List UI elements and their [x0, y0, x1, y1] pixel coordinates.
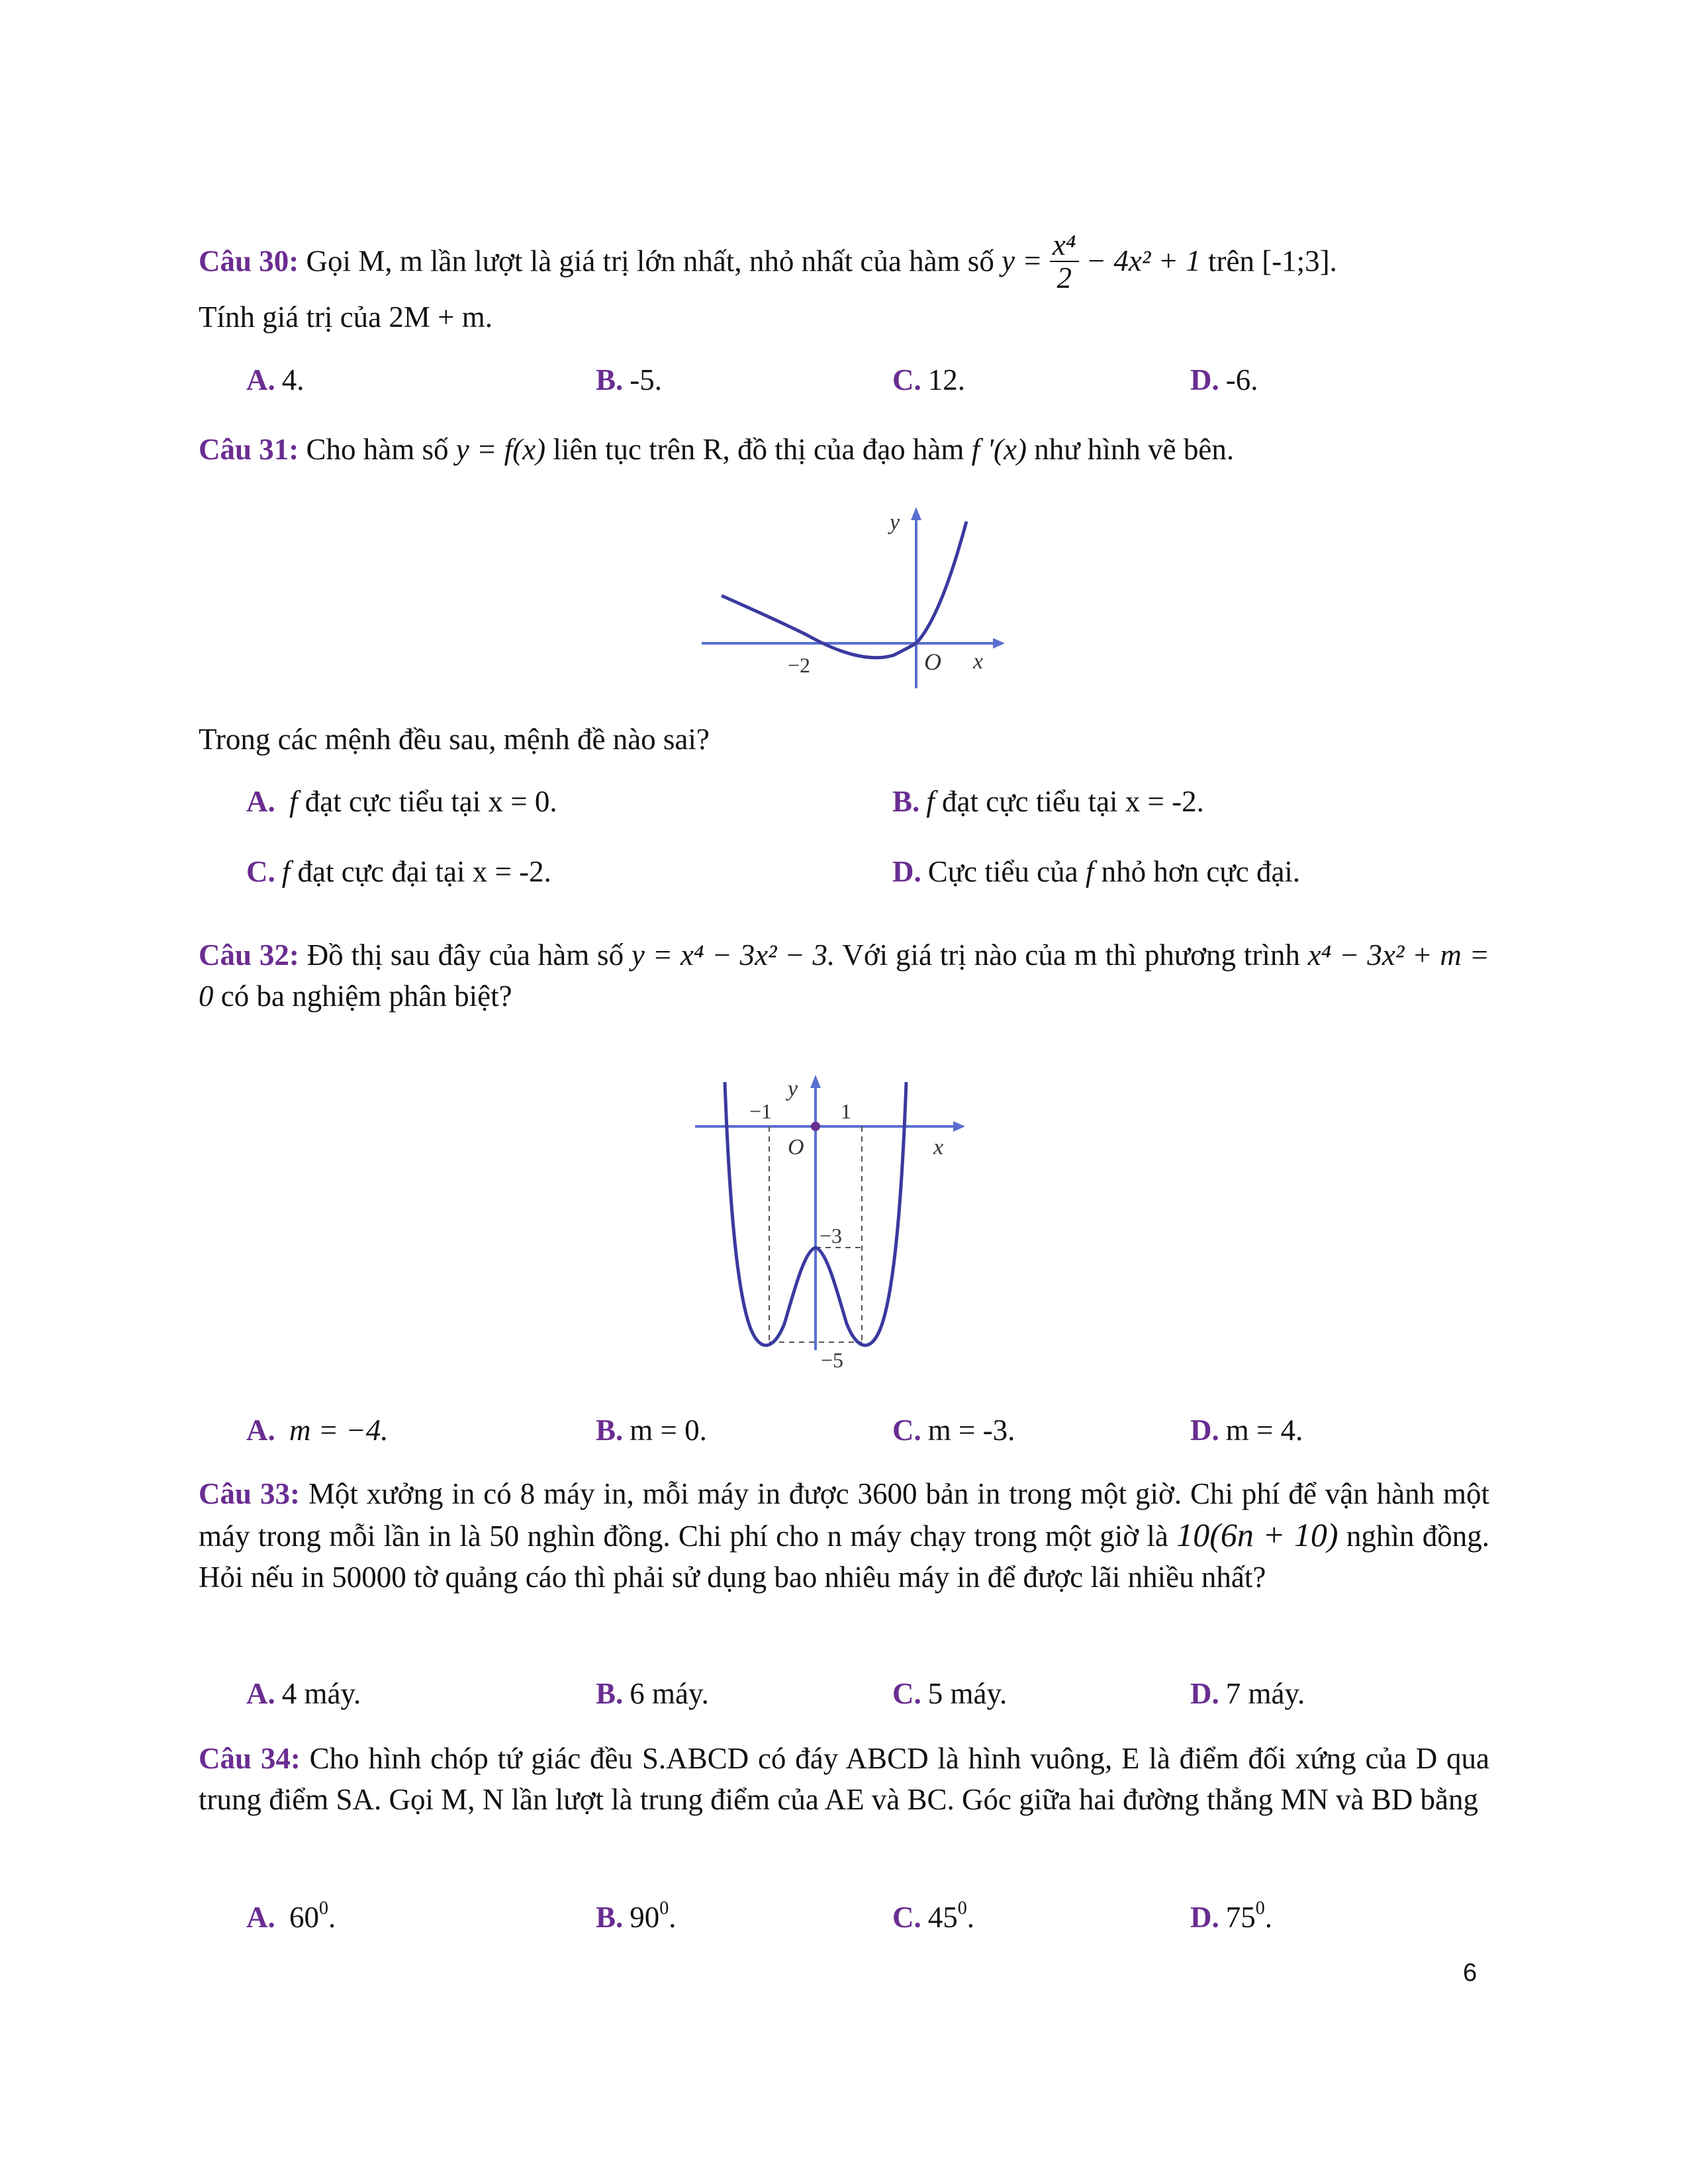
q33-option-d: D. 7 máy.	[1190, 1677, 1305, 1710]
q31-formula-1: y = f(x)	[455, 433, 546, 466]
q31-formula-2: f '(x)	[971, 433, 1027, 466]
q30-stem	[199, 228, 1489, 296]
q32-y-label: y	[788, 1077, 798, 1101]
q31-origin-label: O	[924, 649, 941, 675]
q30-text-after: trên [-1;3].	[1208, 244, 1337, 278]
q32-option-c: C. m = -3.	[892, 1414, 1015, 1447]
q31-option-a: A. f đạt cực tiểu tại x = 0.	[246, 785, 557, 818]
q30-option-d: D. -6.	[1190, 363, 1258, 396]
q34-option-c: C. $45^0$.	[892, 1898, 974, 1934]
q31-y-label: y	[890, 510, 900, 535]
q31-option-d: D. Cực tiểu của f nhỏ hơn cực đại.	[892, 855, 1301, 888]
q32-formula-1: y = x⁴ − 3x² − 3.	[631, 938, 835, 972]
q31-label: Câu 31:	[199, 433, 299, 466]
q30-option-b: B. -5.	[596, 363, 663, 396]
q30-option-c: C. 12.	[892, 363, 965, 396]
q30-option-a: A. 4.	[246, 363, 305, 396]
q33-stem: Câu 33: Một xưởng in có 8 máy in, mỗi máy in được 3600 bản in trong một giờ. Chi phí để vận hành một máy trong mỗi lần in là 50 nghìn đồng. Chi phí cho n máy chạy trong một giờ là 10(6n + 10) nghìn đồng. Hỏi nếu in 50000 tờ quảng cáo thì phải sử dụng bao nhiêu máy in để được lãi nhiều nhất?	[199, 1477, 1490, 1594]
q32-x-arrow	[953, 1121, 965, 1132]
q34-option-b: B. $90^0$.	[596, 1898, 677, 1934]
q30-formula: y = $\frac{\text{x⁴}}{2}$ − 4x² + 1	[1002, 228, 1201, 295]
q31-x-arrow	[993, 638, 1005, 649]
q32-label: Câu 32:	[199, 938, 299, 972]
q34-stem: Câu 34: Cho hình chóp tứ giác đều S.ABCD có đáy ABCD là hình vuông, E là điểm đối xứng của D qua trung điểm SA. Gọi M, N lần lượt là trung điểm của AE và BC. Góc giữa hai đường thẳng MN và BD bằng	[199, 1742, 1490, 1816]
q32-xpos-label: 1	[841, 1099, 851, 1123]
q31-graph	[702, 503, 1006, 695]
q32-option-b: B. m = 0.	[596, 1414, 707, 1447]
q32-option-a: A. m = −4.	[246, 1414, 389, 1447]
q30-label: Câu 30:	[199, 244, 299, 278]
q33-option-a: A. 4 máy.	[246, 1677, 361, 1710]
q32-y-arrow	[810, 1075, 821, 1088]
q31-derivative-curve	[722, 522, 966, 658]
q34-label: Câu 34:	[199, 1742, 301, 1775]
q31-option-c: C. f đạt cực đại tại x = -2.	[246, 855, 551, 888]
q32-origin-label: O	[788, 1135, 804, 1160]
q31-stem: Câu 31: Cho hàm số y = f(x) liên tục trên R, đồ thị của đạo hàm f '(x) như hình vẽ bên.	[199, 433, 1235, 466]
q34-option-a: A. $60^0$.	[246, 1898, 336, 1934]
q34-option-d: D. $75^0$.	[1190, 1898, 1272, 1934]
q31-x-label: x	[973, 649, 984, 674]
q33-option-c: C. 5 máy.	[892, 1677, 1008, 1710]
q30-line2: Tính giá trị của 2M + m.	[199, 300, 493, 334]
q32-xneg-label: −1	[749, 1099, 773, 1123]
q33-formula: 10(6n + 10)	[1176, 1516, 1338, 1553]
q32-y2-label: −5	[821, 1348, 844, 1372]
q32-y1-label: −3	[820, 1224, 843, 1248]
q31-prompt: Trong các mệnh đều sau, mệnh đề nào sai?	[199, 723, 710, 756]
q32-origin-dot	[811, 1122, 820, 1131]
q32-graph	[688, 1072, 966, 1377]
q32-formula-2: x⁴ − 3x² + m = 0	[199, 938, 1490, 1013]
q31-y-arrow	[911, 507, 921, 520]
page-number: 6	[1463, 1959, 1477, 1987]
q32-option-d: D. m = 4.	[1190, 1414, 1303, 1447]
q33-label: Câu 33:	[199, 1477, 300, 1510]
q31-tick-label: −2	[788, 653, 811, 677]
q31-option-b: B. f đạt cực tiểu tại x = -2.	[892, 785, 1204, 818]
q32-x-label: x	[933, 1135, 944, 1160]
q30-text-before: Gọi M, m lần lượt là giá trị lớn nhất, nhỏ nhất của hàm số	[306, 244, 994, 278]
q33-option-b: B. 6 máy.	[596, 1677, 709, 1710]
q32-stem: Câu 32: Đồ thị sau đây của hàm số y = x⁴ − 3x² − 3. Với giá trị nào của m thì phương trình x⁴ − 3x² + m = 0 có ba nghiệm phân biệt?	[199, 938, 1490, 1013]
